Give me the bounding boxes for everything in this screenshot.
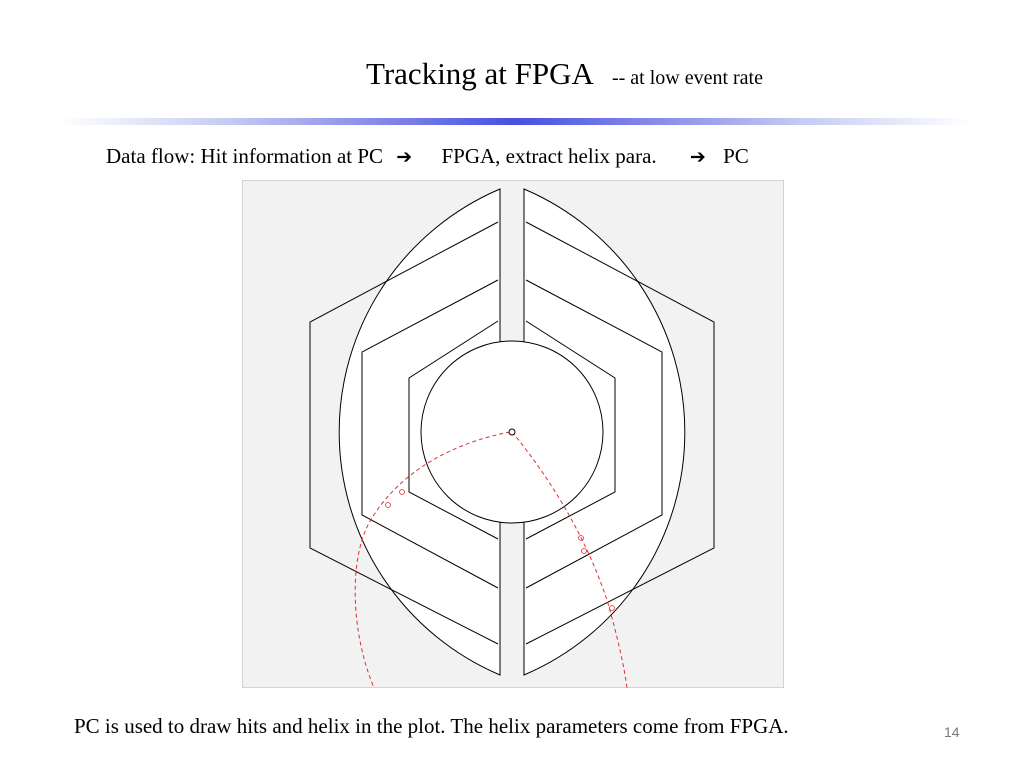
data-flow-step-fpga: FPGA, extract helix para.: [441, 144, 657, 168]
primary-vertex: [509, 429, 515, 435]
right-arrow-icon: ➔: [689, 146, 706, 168]
tracker-event-display: [242, 180, 784, 688]
slide-caption: PC is used to draw hits and helix in the plot. The helix parameters come from FPGA.: [74, 714, 789, 738]
tracker-diagram-svg: [242, 180, 784, 688]
title-main: Tracking at FPGA: [366, 56, 594, 91]
right-arrow-icon: ➔: [396, 146, 413, 168]
title-divider: [60, 118, 970, 125]
data-flow-prefix: Data flow: Hit information at PC: [106, 144, 384, 168]
title-subtitle: -- at low event rate: [611, 67, 763, 89]
data-flow-step-pc: PC: [723, 144, 749, 168]
slide-title: [366, 56, 763, 92]
data-flow-line: [106, 144, 749, 169]
page-number: 14: [944, 724, 960, 740]
